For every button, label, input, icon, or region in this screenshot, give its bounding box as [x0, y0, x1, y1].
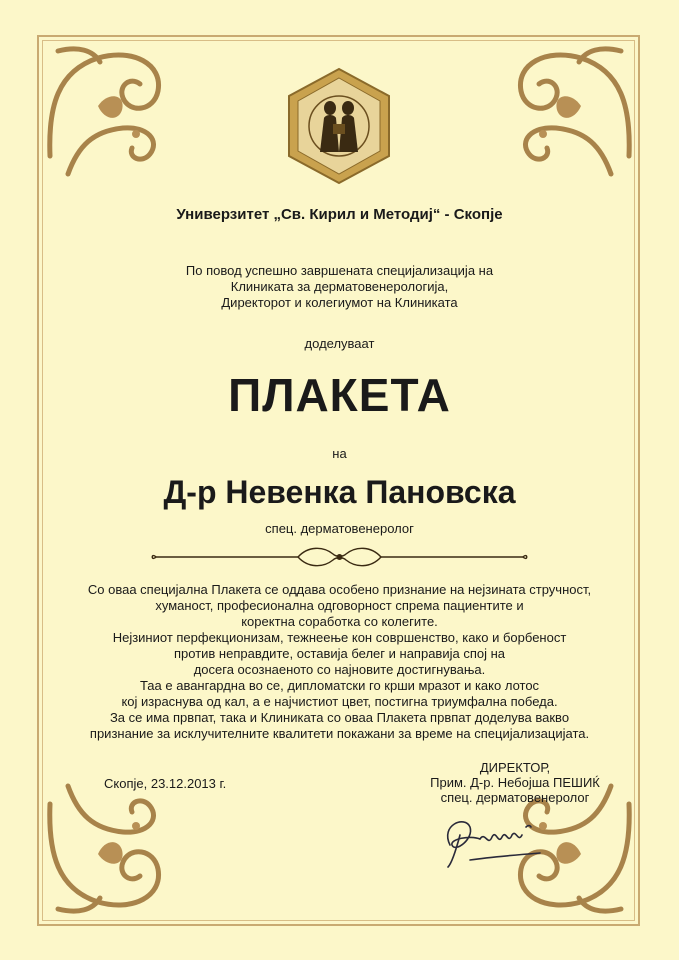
recipient-title: спец. дерматовенеролог	[265, 521, 414, 536]
award-title: ПЛАКЕТА	[228, 369, 451, 421]
ornamental-divider-icon	[148, 542, 531, 572]
citation-text	[0, 582, 679, 742]
citation-line: кој израснува од кал, а е најчистиот цвет, постигна триумфална победа.	[121, 694, 558, 709]
university-seal-icon	[284, 66, 394, 186]
citation-line: хуманост, професионална одговорност спрема пациентите и	[155, 598, 524, 613]
grants-text: доделуваат	[304, 336, 375, 351]
corner-ornament-top-right-icon	[491, 36, 641, 186]
intro-line: По повод успешно завршената специјализација на	[185, 263, 494, 278]
handwritten-signature-icon	[430, 805, 560, 875]
to-text: на	[332, 446, 347, 461]
director-role: ДИРЕКТОР,	[479, 760, 551, 775]
director-block	[400, 760, 630, 805]
intro-line: Директорот и колегиумот на Клиниката	[221, 295, 458, 310]
place-date: Скопје, 23.12.2013 г.	[104, 776, 227, 791]
citation-line: Таа е авангардна во се, дипломатски го крши мразот и како лотос	[139, 678, 540, 693]
citation-line: досега осознаеното со најновите достигнувања.	[193, 662, 486, 677]
intro-line: Клиниката за дерматовенерологија,	[230, 279, 449, 294]
corner-ornament-bottom-left-icon	[38, 774, 188, 924]
citation-line: признание за исклучителните квалитети покажани за време на специјализацијата.	[89, 726, 590, 741]
university-name: Универзитет „Св. Кирил и Методиј“ - Скопје	[176, 206, 503, 223]
citation-line: Со оваа специјална Плакета се оддава особено признание на нејзината стручност,	[87, 582, 592, 597]
recipient-name: Д-р Невенка Пановска	[163, 474, 516, 510]
intro-text	[0, 263, 679, 311]
director-name: Прим. Д-р. Небојша ПЕШИЌ	[430, 775, 600, 790]
corner-ornament-top-left-icon	[38, 36, 188, 186]
citation-line: За се има првпат, така и Клиниката со оваа Плакета првпат доделува вакво	[109, 710, 570, 725]
citation-line: Нејзиниот перфекционизам, тежнеење кон совршенство, како и борбеност	[112, 630, 567, 645]
citation-line: против неправдите, оставија белег и направија спој на	[173, 646, 506, 661]
citation-line: коректна соработка со колегите.	[241, 614, 438, 629]
director-title: спец. дерматовенеролог	[440, 790, 590, 805]
